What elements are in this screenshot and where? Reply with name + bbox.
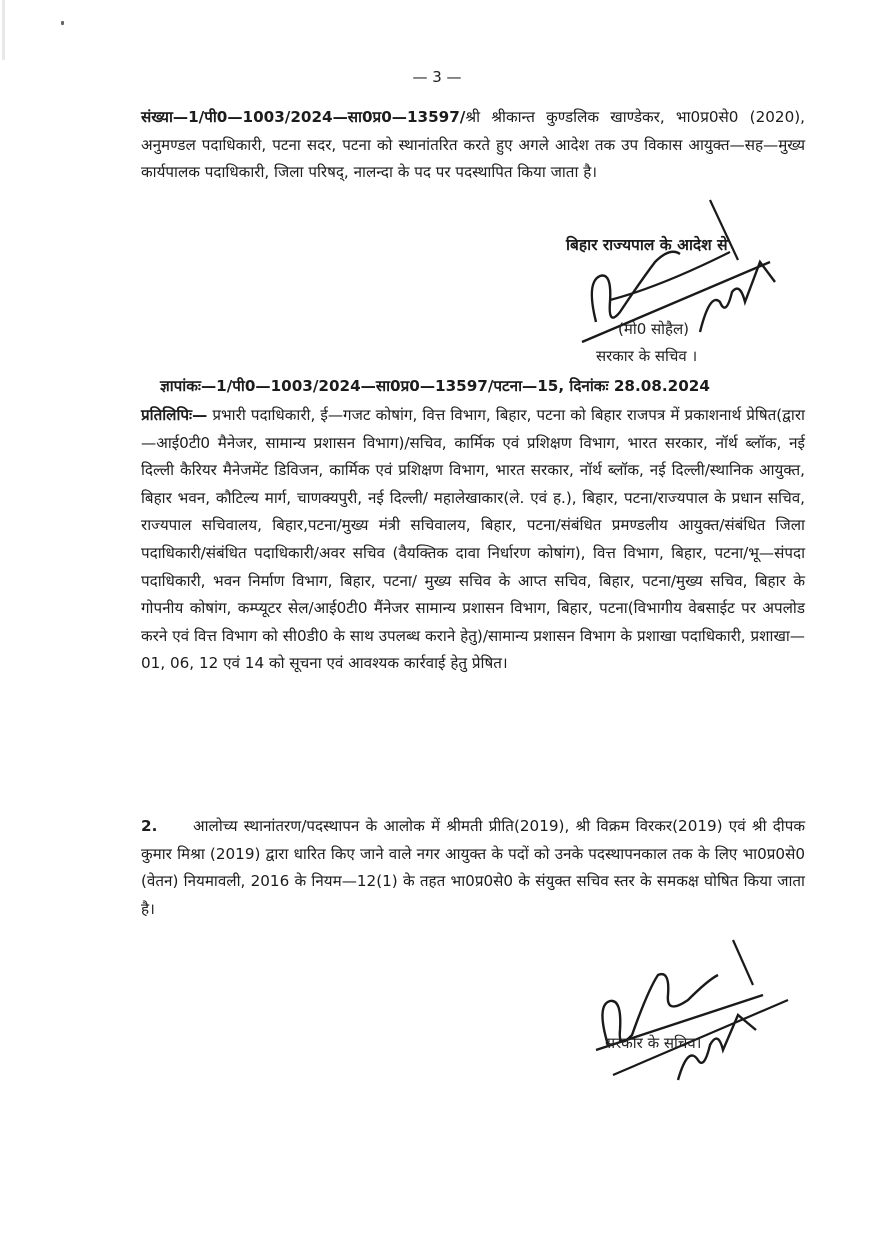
copy-to-body: प्रभारी पदाधिकारी, ई—गजट कोषांग, वित्त विभाग, बिहार, पटना को बिहार राजपत्र में प्रकाशनार्थ प्रेषित(द्वारा—आई0टी0 मैनेजर, सामान्य प्रशासन विभाग)/सचिव, कार्मिक एवं प्रशिक्षण विभाग, भारत सरकार, नॉर्थ ब्लॉक, नई दिल्ली कैरियर मैनेजमेंट डिविजन, कार्मिक एवं प्रशिक्षण विभाग, भारत सरकार, नॉर्थ ब्लॉक, नई दिल्ली/स्थानिक आयुक्त, बिहार भवन, कौटिल्य मार्ग, चाणक्यपुरी, नई दिल्ली/ महालेखाकार(ले. एवं ह.), बिहार, पटना/राज्यपाल के प्रधान सचिव, राज्यपाल सचिवालय, बिहार,पटना/मुख्य मंत्री सचिवालय, बिहार, पटना/संबंधित प्रमण्डलीय आयुक्त/संबंधित जिला पदाधिकारी/संबंधित पदाधिकारी/अवर सचिव (वैयक्तिक दावा निर्धारण कोषांग), वित्त विभाग, बिहार, पटना/भू—संपदा पदाधिकारी, भवन निर्माण विभाग, बिहार, पटना/ मुख्य सचिव के आप्त सचिव, बिहार, पटना/मुख्य सचिव, बिहार के गोपनीय कोषांग, कम्प्यूटर सेल/आई0टी0 मैंनेजर सामान्य प्रशासन विभाग, बिहार, पटना(विभागीय वेबसाईट पर अपलोड करने एवं वित्त विभाग को सी0डी0 के साथ उपलब्ध कराने हेतु)/सामान्य प्रशासन विभाग के प्रशाखा पदाधिकारी, प्रशाखा—01, 06, 12 एवं 14 को सूचना एवं आवश्यक कार्रवाई हेतु प्रेषित। — [141, 406, 805, 673]
order-reference-number: संख्या—1/पी0—1003/2024—सा0प्र0—13597/ — [141, 108, 466, 126]
point-number: 2. — [141, 817, 158, 835]
signature-2 — [588, 935, 808, 1085]
order-paragraph — [141, 104, 805, 187]
order-body: श्री श्रीकान्त कुण्डलिक खाण्डेकर, भा0प्र0से0 (2020), अनुमण्डल पदाधिकारी, पटना सदर, पटना को स्थानांतरित करते हुए अगले आदेश तक उप विकास आयुक्त—सह—मुख्य कार्यपालक पदाधिकारी, जिला परिषद्, नालन्दा के पद पर पदस्थापित किया जाता है। — [141, 108, 805, 182]
signature-1 — [580, 192, 800, 372]
authority-line: बिहार राज्यपाल के आदेश से — [566, 236, 728, 254]
memo-number — [160, 376, 710, 396]
point-2-paragraph — [141, 813, 805, 923]
page-number: — 3 — — [412, 68, 462, 86]
final-signatory-designation: सरकार के सचिव। — [605, 1034, 702, 1052]
point-2-body: आलोच्य स्थानांतरण/पदस्थापन के आलोक में श्रीमती प्रीति(2019), श्री विक्रम विरकर(2019) एवं श्री दीपक कुमार मिश्रा (2019) द्वारा धारित किए जाने वाले नगर आयुक्त के पदों को उनके पदस्थापनकाल तक के लिए भा0प्र0से0 (वेतन) नियमावली, 2016 के नियम—12(1) के तहत भा0प्र0से0 के संयुक्त सचिव स्तर के समकक्ष घोषित किया जाता है। — [141, 817, 805, 918]
memo-date: 28.08.2024 — [613, 377, 710, 395]
signatory-designation: सरकार के सचिव । — [596, 347, 698, 365]
scan-speck — [61, 21, 64, 25]
copy-to-label: प्रतिलिपिः— — [141, 406, 208, 424]
scan-edge — [2, 0, 5, 60]
copy-to-paragraph — [141, 402, 805, 678]
signatory-name: (मो0 सोहैल) — [618, 320, 690, 338]
memo-label: ज्ञापांकः—1/पी0—1003/2024—सा0प्र0—13597/पटना—15, दिनांकः — [160, 377, 614, 395]
